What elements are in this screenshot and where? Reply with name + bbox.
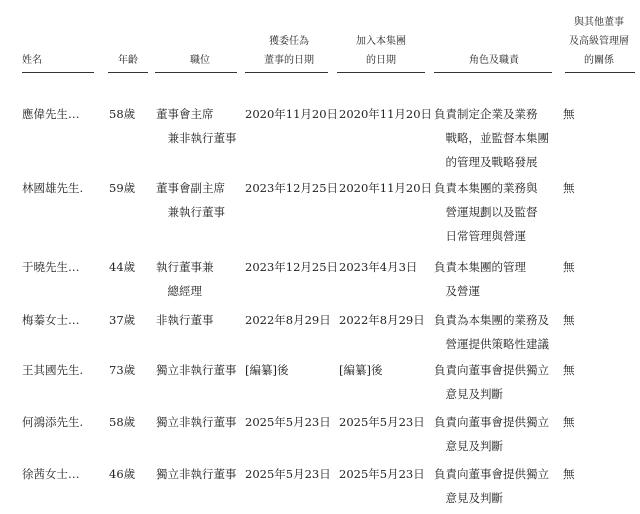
row-2-position [156,176,225,224]
row-6-name: 何鴻添先生. [22,415,84,429]
row-6-joined: 2025年5月23日 [339,415,425,429]
row-3-name: 于曉先生… [22,260,80,274]
row-3-relation: 無 [563,260,575,274]
row-4-roles-line: 營運提供策略性建議 [434,337,549,351]
row-5-age: 73歲 [109,363,136,377]
header-rule-name [22,72,94,73]
row-1-roles-line: 的管理及戰略發展 [434,155,538,169]
row-3-position-line: 總經理 [156,284,202,298]
header-rule-position [155,72,237,73]
row-3-position-line: 執行董事兼 [156,260,214,274]
row-5-relation: 無 [563,363,575,377]
header-appointed-date: 獲委任為 董事的日期 [264,36,314,66]
row-1-position-line: 兼非執行董事 [156,131,237,145]
row-1-roles [434,102,549,174]
row-4-roles [434,308,549,356]
row-1-roles-line: 戰略，並監督本集團 [434,131,549,145]
row-7-roles-line: 意見及判斷 [434,491,503,505]
row-1-position-line: 董事會主席 [156,107,214,121]
header-position: 職位 [190,55,210,66]
row-3-roles-line: 負責本集團的管理 [434,260,526,274]
row-7-roles [434,462,549,510]
row-7-name: 徐茜女士… [22,467,80,481]
row-1-position [156,102,237,150]
row-6-roles-line: 負責向董事會提供獨立 [434,415,549,429]
row-1-joined: 2020年11月20日 [339,107,433,121]
row-6-age: 58歲 [109,415,136,429]
header-name: 姓名 [22,55,42,66]
row-5-roles-line: 意見及判斷 [434,387,503,401]
row-2-appointed: 2023年12月25日 [245,181,339,195]
row-2-position-line: 兼執行董事 [156,205,225,219]
row-5-name: 王其國先生. [22,363,84,377]
row-1-name: 應偉先生… [22,107,80,121]
row-5-roles [434,358,549,406]
row-5-appointed: [編纂]後 [245,363,289,377]
row-4-roles-line: 負責為本集團的業務及 [434,313,549,327]
row-2-roles-line: 負責本集團的業務與 [434,181,538,195]
row-7-joined: 2025年5月23日 [339,467,425,481]
row-5-position [156,358,237,382]
header-roles: 角色及職責 [469,55,519,66]
row-7-age: 46歲 [109,467,136,481]
row-2-name: 林國雄先生. [22,181,84,195]
row-3-roles-line: 及營運 [434,284,480,298]
row-7-position-line: 獨立非執行董事 [156,467,237,481]
row-2-roles-line: 營運規劃以及監督 [434,205,538,219]
row-5-joined: [編纂]後 [339,363,383,377]
row-4-position [156,308,214,332]
row-1-relation: 無 [563,107,575,121]
row-7-relation: 無 [563,467,575,481]
header-rule-age [108,72,148,73]
header-rule-relationship [565,72,635,73]
row-7-appointed: 2025年5月23日 [245,467,331,481]
header-rule-appointed [245,72,328,73]
row-3-position [156,255,214,303]
row-1-roles-line: 負責制定企業及業務 [434,107,538,121]
row-3-appointed: 2023年12月25日 [245,260,339,274]
row-5-roles-line: 負責向董事會提供獨立 [434,363,549,377]
header-rule-joined [337,72,425,73]
row-6-roles [434,410,549,458]
row-3-joined: 2023年4月3日 [339,260,418,274]
row-6-appointed: 2025年5月23日 [245,415,331,429]
row-4-relation: 無 [563,313,575,327]
row-6-relation: 無 [563,415,575,429]
row-3-age: 44歲 [109,260,136,274]
header-relationship: 與其他董事 及高級管理層 的關係 [569,17,629,66]
row-7-position [156,462,237,486]
row-2-relation: 無 [563,181,575,195]
header-rule-roles [434,72,552,73]
row-7-roles-line: 負責向董事會提供獨立 [434,467,549,481]
row-4-appointed: 2022年8月29日 [245,313,331,327]
row-1-appointed: 2020年11月20日 [245,107,339,121]
row-2-roles [434,176,538,248]
header-joined-date: 加入本集團 的日期 [356,36,406,66]
row-2-roles-line: 日常管理與營運 [434,229,526,243]
header-age: 年齡 [118,55,138,66]
row-2-age: 59歲 [109,181,136,195]
row-6-roles-line: 意見及判斷 [434,439,503,453]
row-2-joined: 2020年11月20日 [339,181,433,195]
row-6-position [156,410,237,434]
row-4-position-line: 非執行董事 [156,313,214,327]
row-5-position-line: 獨立非執行董事 [156,363,237,377]
row-1-age: 58歲 [109,107,136,121]
row-4-age: 37歲 [109,313,136,327]
row-6-position-line: 獨立非執行董事 [156,415,237,429]
row-2-position-line: 董事會副主席 [156,181,225,195]
row-4-joined: 2022年8月29日 [339,313,425,327]
row-3-roles [434,255,526,303]
row-4-name: 梅蓁女士… [22,313,80,327]
